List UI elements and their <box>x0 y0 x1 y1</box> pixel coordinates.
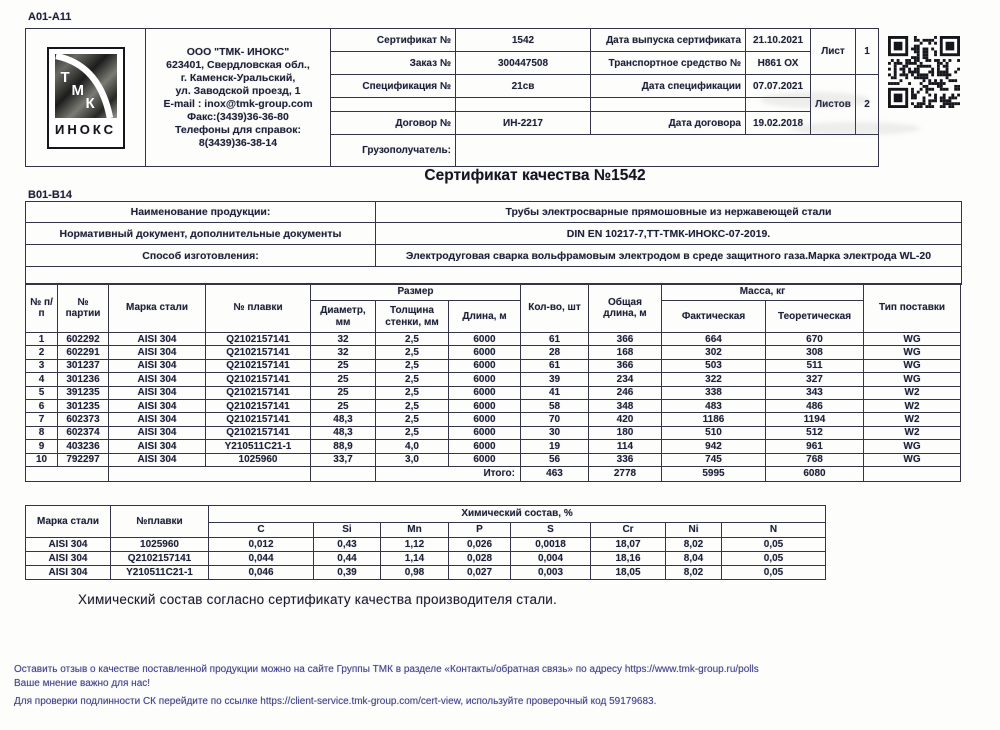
chem-col-cr: Cr <box>591 523 666 538</box>
contract-number-value: ИН-2217 <box>456 112 591 135</box>
company-name: ООО "ТМК- ИНОКС" <box>186 45 290 58</box>
chemical-composition-note: Химический состав согласно сертификату качества производителя стали. <box>78 592 557 607</box>
table-row <box>26 346 961 359</box>
cell: Q2102157141 <box>206 359 311 372</box>
cell: 180 <box>589 426 662 439</box>
standard-doc-label: Нормативный документ, дополнительные документы <box>26 223 376 245</box>
cell: 48,3 <box>311 413 376 426</box>
cell: 6000 <box>449 373 521 386</box>
cell: 19 <box>521 440 589 453</box>
blank-cell <box>591 98 746 112</box>
table-row <box>26 566 826 580</box>
cell: 486 <box>766 399 864 412</box>
cell: 1,12 <box>381 538 449 552</box>
cell: 0,44 <box>314 552 381 566</box>
certificate-number-label: Сертификат № <box>331 29 456 52</box>
cell: 0,05 <box>722 552 826 566</box>
cell: WG <box>864 453 961 466</box>
table-row <box>26 453 961 466</box>
cell: 0,0018 <box>511 538 591 552</box>
cell: 0,028 <box>449 552 511 566</box>
chem-col-c: C <box>209 523 314 538</box>
consignee-label: Грузополучатель: <box>331 135 456 166</box>
specification-value: 21св <box>456 75 591 98</box>
cell: 39 <box>521 373 589 386</box>
cell: 4,0 <box>376 440 449 453</box>
standard-doc-value: DIN EN 10217-7,ТТ-ТМК-ИНОКС-07-2019. <box>376 223 961 245</box>
totals-actual-mass: 5995 <box>662 466 766 481</box>
cell: 0,004 <box>511 552 591 566</box>
spacer-row <box>26 267 961 284</box>
chem-col-ni: Ni <box>666 523 722 538</box>
tmk-logo-image <box>55 54 117 118</box>
cell: 1 <box>26 333 58 346</box>
cell: 0,98 <box>381 566 449 580</box>
cell: 8,02 <box>666 538 722 552</box>
cell: 6000 <box>449 386 521 399</box>
cell: 6000 <box>449 399 521 412</box>
cell: 25 <box>311 359 376 372</box>
feedback-note: Оставить отзыв о качестве поставленной продукции можно на сайте Группы ТМК в разделе «Контакты/обратная связь» по адресу https://www.tmk-group.ru/polls <box>14 664 759 675</box>
cell: Q2102157141 <box>206 386 311 399</box>
cell: 18,16 <box>591 552 666 566</box>
cell: 2,5 <box>376 413 449 426</box>
cell: 6000 <box>449 359 521 372</box>
cell: Q2102157141 <box>206 413 311 426</box>
chem-col-s: S <box>511 523 591 538</box>
cell: 3,0 <box>376 453 449 466</box>
order-number-value: 300447508 <box>456 52 591 75</box>
order-number-label: Заказ № <box>331 52 456 75</box>
certificate-number-value: 1542 <box>456 29 591 52</box>
cell: 0,026 <box>449 538 511 552</box>
chem-col-mn: Mn <box>381 523 449 538</box>
cell: 670 <box>766 333 864 346</box>
cell: 1194 <box>766 413 864 426</box>
cell: AISI 304 <box>109 373 206 386</box>
cell: 503 <box>662 359 766 372</box>
specification-date-value: 07.07.2021 <box>746 75 811 98</box>
cell: 0,05 <box>722 538 826 552</box>
cell: 768 <box>766 453 864 466</box>
production-method-label: Способ изготовления: <box>26 245 376 267</box>
transport-label: Транспортное средство № <box>591 52 746 75</box>
transport-value: Н861 ОХ <box>746 52 811 75</box>
totals-row <box>26 466 961 481</box>
scan-artifact <box>760 92 870 108</box>
cell: 420 <box>589 413 662 426</box>
cell: W2 <box>864 413 961 426</box>
company-email: E-mail : inox@tmk-group.com <box>163 97 313 110</box>
table-row <box>26 538 826 552</box>
cell: 745 <box>662 453 766 466</box>
cell: 6000 <box>449 426 521 439</box>
cell: 41 <box>521 386 589 399</box>
cell: Q2102157141 <box>111 552 209 566</box>
cell: 2,5 <box>376 399 449 412</box>
table-row <box>26 359 961 372</box>
col-group-size: Размер <box>311 284 521 301</box>
chem-col-p: P <box>449 523 511 538</box>
table-row <box>26 413 961 426</box>
cell: Q2102157141 <box>206 426 311 439</box>
cell: 2,5 <box>376 373 449 386</box>
cell: 942 <box>662 440 766 453</box>
blank-cell <box>456 98 591 112</box>
cell: 348 <box>589 399 662 412</box>
cell: 301236 <box>58 373 109 386</box>
cell: W2 <box>864 426 961 439</box>
cell: 0,027 <box>449 566 511 580</box>
form-code-top: А01-А11 <box>28 11 72 23</box>
cell: 366 <box>589 359 662 372</box>
cell: 25 <box>311 386 376 399</box>
cell: WG <box>864 373 961 386</box>
cell <box>311 466 376 481</box>
cell: 32 <box>311 346 376 359</box>
cell: 58 <box>521 399 589 412</box>
cell: 61 <box>521 359 589 372</box>
cell: 61 <box>521 333 589 346</box>
cell: Q2102157141 <box>206 399 311 412</box>
company-fax: Факс:(3439)36-36-80 <box>187 110 289 123</box>
cell: 114 <box>589 440 662 453</box>
product-name-value: Трубы электросварные прямошовные из нержавеющей стали <box>376 202 961 223</box>
cell: Q2102157141 <box>206 333 311 346</box>
col-header-delivery: Тип поставки <box>864 284 961 333</box>
cell: AISI 304 <box>109 333 206 346</box>
cell: 25 <box>311 399 376 412</box>
cell: 602292 <box>58 333 109 346</box>
cell: 0,046 <box>209 566 314 580</box>
certificate-date-label: Дата выпуска сертификата <box>591 29 746 52</box>
cell: 4 <box>26 373 58 386</box>
cell: WG <box>864 346 961 359</box>
cell: 301237 <box>58 359 109 372</box>
cell: 48,3 <box>311 426 376 439</box>
certificate-date-value: 21.10.2021 <box>746 29 811 52</box>
cell: 9 <box>26 440 58 453</box>
cell: 322 <box>662 373 766 386</box>
blank-cell <box>331 98 456 112</box>
cell: 510 <box>662 426 766 439</box>
cell: 1186 <box>662 413 766 426</box>
consignee-value <box>456 135 878 166</box>
cell: AISI 304 <box>109 453 206 466</box>
cell: AISI 304 <box>109 346 206 359</box>
cell: AISI 304 <box>26 538 111 552</box>
product-name-label: Наименование продукции: <box>26 202 376 223</box>
cell <box>109 466 311 481</box>
cell: 0,044 <box>209 552 314 566</box>
cell: 2,5 <box>376 386 449 399</box>
col-header-wall: Толщина стенки, мм <box>376 301 449 333</box>
cell: 301235 <box>58 399 109 412</box>
page-title: Сертификат качества №1542 <box>424 167 646 184</box>
qr-code <box>888 36 960 108</box>
cell: 2,5 <box>376 333 449 346</box>
cell: 2 <box>26 346 58 359</box>
cell: 10 <box>26 453 58 466</box>
col-header-theoretical-mass: Теоретическая <box>766 301 864 333</box>
cell: 2,5 <box>376 346 449 359</box>
contract-number-label: Договор № <box>331 112 456 135</box>
cell: AISI 304 <box>109 359 206 372</box>
col-header-length: Длина, м <box>449 301 521 333</box>
table-row <box>26 426 961 439</box>
logo-subtext: ИНОКС <box>55 121 116 137</box>
cell: 1025960 <box>206 453 311 466</box>
cell: 483 <box>662 399 766 412</box>
logo-cell <box>26 29 146 166</box>
company-phone: 8(3439)36-38-14 <box>198 136 278 149</box>
table-row <box>26 373 961 386</box>
cell: AISI 304 <box>109 413 206 426</box>
cell: 0,003 <box>511 566 591 580</box>
header-row <box>26 284 961 301</box>
chemical-composition-table <box>25 505 826 580</box>
specification-date-label: Дата спецификации <box>591 75 746 98</box>
cell: 792297 <box>58 453 109 466</box>
logo-letter-t: Т <box>60 68 70 86</box>
cell: 8,02 <box>666 566 722 580</box>
table-row <box>26 399 961 412</box>
cell: 302 <box>662 346 766 359</box>
sheets-total-label: Листов <box>811 75 856 135</box>
totals-label: Итого: <box>376 466 521 481</box>
cell: WG <box>864 359 961 372</box>
cell: WG <box>864 440 961 453</box>
company-address-line: 623401, Свердловская обл., <box>166 58 310 71</box>
cell: 366 <box>589 333 662 346</box>
cell: 2,5 <box>376 359 449 372</box>
col-header-diameter: Диаметр, мм <box>311 301 376 333</box>
cell: 234 <box>589 373 662 386</box>
sheets-total-value: 2 <box>856 75 878 135</box>
verification-note: Для проверки подлинности СК перейдите по ссылке https://client-service.tmk-group.com/cert-view, используйте проверочный код 59179683. <box>14 696 657 707</box>
totals-length: 2778 <box>589 466 662 481</box>
totals-qty: 463 <box>521 466 589 481</box>
cell: 664 <box>662 333 766 346</box>
cell <box>864 466 961 481</box>
tmk-inox-logo <box>47 47 125 149</box>
cell: 6000 <box>449 333 521 346</box>
header-row <box>26 506 826 523</box>
cell: Q2102157141 <box>206 373 311 386</box>
cell: 961 <box>766 440 864 453</box>
cell: 1,14 <box>381 552 449 566</box>
cell: 56 <box>521 453 589 466</box>
pipes-table <box>25 283 961 482</box>
col-header-num: № п/п <box>26 284 58 333</box>
cell: 602373 <box>58 413 109 426</box>
cell: 338 <box>662 386 766 399</box>
cell: 403236 <box>58 440 109 453</box>
chem-col-grade: Марка стали <box>26 506 111 538</box>
cell: 0,39 <box>314 566 381 580</box>
cell: 391235 <box>58 386 109 399</box>
table-row <box>26 386 961 399</box>
cell: 18,07 <box>591 538 666 552</box>
company-info <box>146 29 331 166</box>
production-method-value: Электродуговая сварка вольфрамовым электродом в среде защитного газа.Марка электрода WL-20 <box>376 245 961 267</box>
company-address-line: г. Каменск-Уральский, <box>180 71 296 84</box>
chem-col-si: Si <box>314 523 381 538</box>
form-code-mid: В01-В14 <box>28 189 73 201</box>
chem-col-heat: №плавки <box>111 506 209 538</box>
cell: AISI 304 <box>26 552 111 566</box>
cell: 336 <box>589 453 662 466</box>
col-header-grade: Марка стали <box>109 284 206 333</box>
cell: 512 <box>766 426 864 439</box>
cell: Y210511C21-1 <box>206 440 311 453</box>
cell: 1025960 <box>111 538 209 552</box>
totals-theoretical-mass: 6080 <box>766 466 864 481</box>
cell: 6000 <box>449 453 521 466</box>
opinion-note: Ваше мнение важно для нас! <box>14 678 151 689</box>
table-row <box>26 440 961 453</box>
company-address-line: ул. Заводской проезд, 1 <box>175 84 301 97</box>
cell: 6000 <box>449 413 521 426</box>
cell: 8 <box>26 426 58 439</box>
product-info-table <box>25 201 962 285</box>
cell: W2 <box>864 399 961 412</box>
cell: 327 <box>766 373 864 386</box>
cell: AISI 304 <box>109 399 206 412</box>
certificate-header-table <box>25 28 879 167</box>
cell: 0,012 <box>209 538 314 552</box>
col-header-actual-mass: Фактическая <box>662 301 766 333</box>
cell: 602374 <box>58 426 109 439</box>
col-header-qty: Кол-во, шт <box>521 284 589 333</box>
company-phone-label: Телефоны для справок: <box>174 123 302 136</box>
logo-letter-m: М <box>71 81 84 99</box>
cell: AISI 304 <box>26 566 111 580</box>
cell: 7 <box>26 413 58 426</box>
cell: 3 <box>26 359 58 372</box>
cell: Q2102157141 <box>206 346 311 359</box>
cell: 6000 <box>449 440 521 453</box>
cell: 168 <box>589 346 662 359</box>
col-header-heat: № плавки <box>206 284 311 333</box>
cell: 246 <box>589 386 662 399</box>
scan-artifact <box>790 122 920 135</box>
sheet-value: 1 <box>856 29 878 75</box>
cell: 6000 <box>449 346 521 359</box>
cell: 0,05 <box>722 566 826 580</box>
sheet-label: Лист <box>811 29 856 75</box>
chem-col-n: N <box>722 523 826 538</box>
col-group-mass: Масса, кг <box>662 284 864 301</box>
cell: 602291 <box>58 346 109 359</box>
table-row <box>26 552 826 566</box>
cell: Y210511C21-1 <box>111 566 209 580</box>
cell: 511 <box>766 359 864 372</box>
cell: 2,5 <box>376 426 449 439</box>
cell: 32 <box>311 333 376 346</box>
cell: 308 <box>766 346 864 359</box>
cell: 88,9 <box>311 440 376 453</box>
cell: 6 <box>26 399 58 412</box>
cell: WG <box>864 333 961 346</box>
cell <box>26 466 109 481</box>
cell: 28 <box>521 346 589 359</box>
cell: 18,05 <box>591 566 666 580</box>
contract-date-value: 19.02.2018 <box>746 112 811 135</box>
cell: 343 <box>766 386 864 399</box>
cell: 5 <box>26 386 58 399</box>
cell: W2 <box>864 386 961 399</box>
contract-date-label: Дата договора <box>591 112 746 135</box>
specification-label: Спецификация № <box>331 75 456 98</box>
col-header-total-length: Общая длина, м <box>589 284 662 333</box>
chem-col-group: Химический состав, % <box>209 506 826 523</box>
cell: 33,7 <box>311 453 376 466</box>
cell: 70 <box>521 413 589 426</box>
logo-letter-k: К <box>85 94 95 112</box>
table-row <box>26 333 961 346</box>
col-header-batch: № партии <box>58 284 109 333</box>
cell: AISI 304 <box>109 440 206 453</box>
cell: 8,04 <box>666 552 722 566</box>
cell: 25 <box>311 373 376 386</box>
cell: AISI 304 <box>109 386 206 399</box>
cell: AISI 304 <box>109 426 206 439</box>
cell: 0,43 <box>314 538 381 552</box>
cell: 30 <box>521 426 589 439</box>
